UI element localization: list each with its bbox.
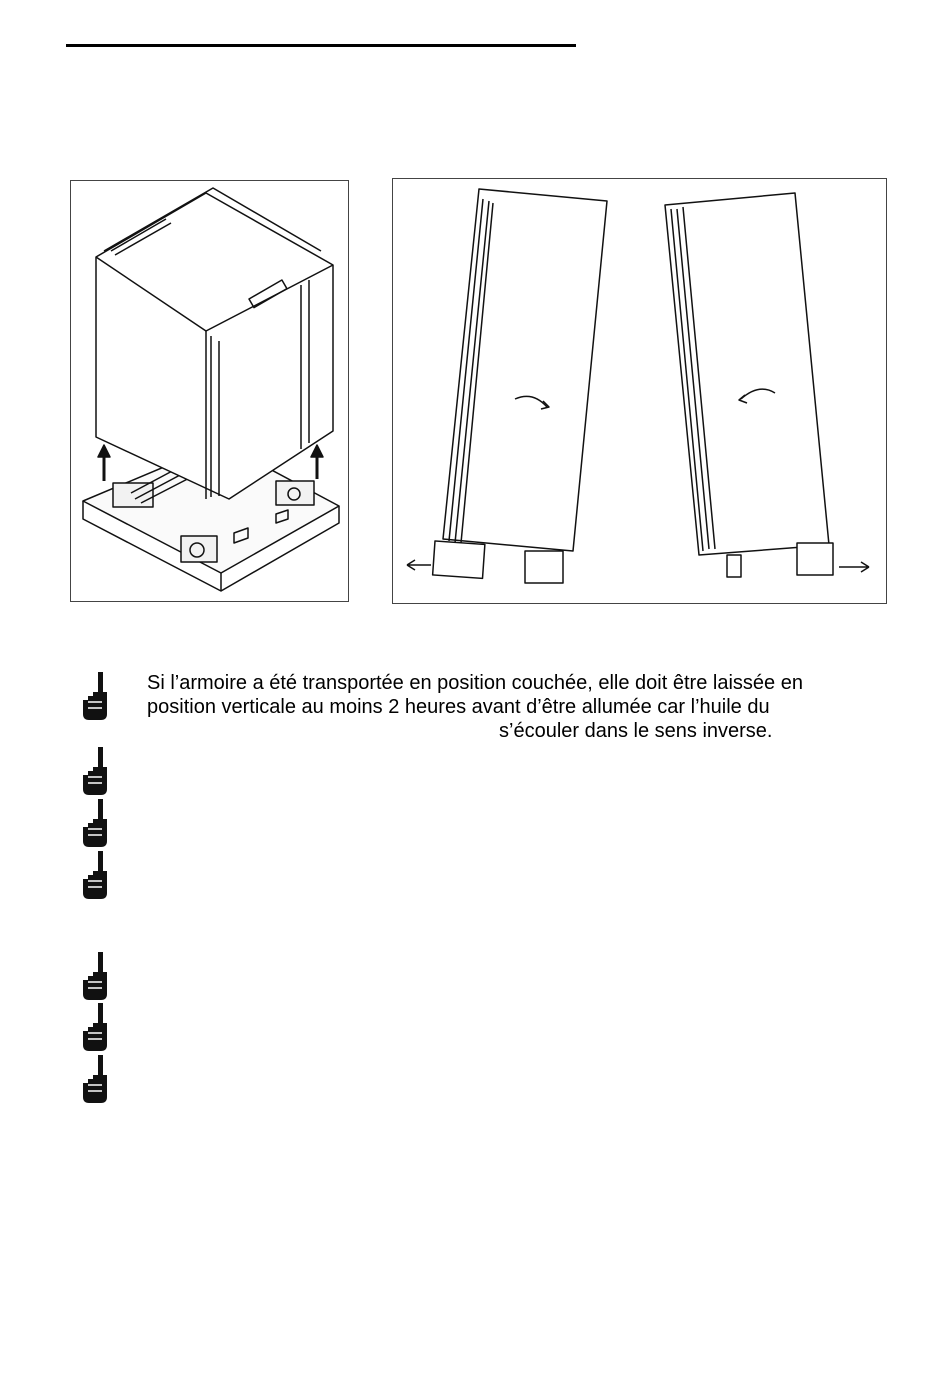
pointing-hand-icon	[78, 1001, 114, 1053]
figure-pallet	[70, 180, 349, 602]
pointing-hand-icon	[78, 849, 114, 901]
pointing-hand-icon	[78, 670, 114, 722]
cabinet-pallet-illustration	[71, 181, 348, 601]
header-rule	[66, 44, 576, 47]
pointing-hand-icon	[78, 950, 114, 1002]
cabinet-tilting-illustration	[393, 179, 886, 603]
pointing-hand-icon	[78, 745, 114, 797]
note-line-1: Si l’armoire a été transportée en position couchée, elle doit être laissée en	[147, 672, 803, 694]
figure-tilting	[392, 178, 887, 604]
pointing-hand-icon	[78, 797, 114, 849]
pointing-hand-icon	[78, 1053, 114, 1105]
note-line-3: s’écouler dans le sens inverse.	[499, 720, 773, 742]
note-transport-vertical	[147, 671, 887, 743]
note-line-2: position verticale au moins 2 heures avant d’être allumée car l’huile du	[147, 696, 770, 718]
